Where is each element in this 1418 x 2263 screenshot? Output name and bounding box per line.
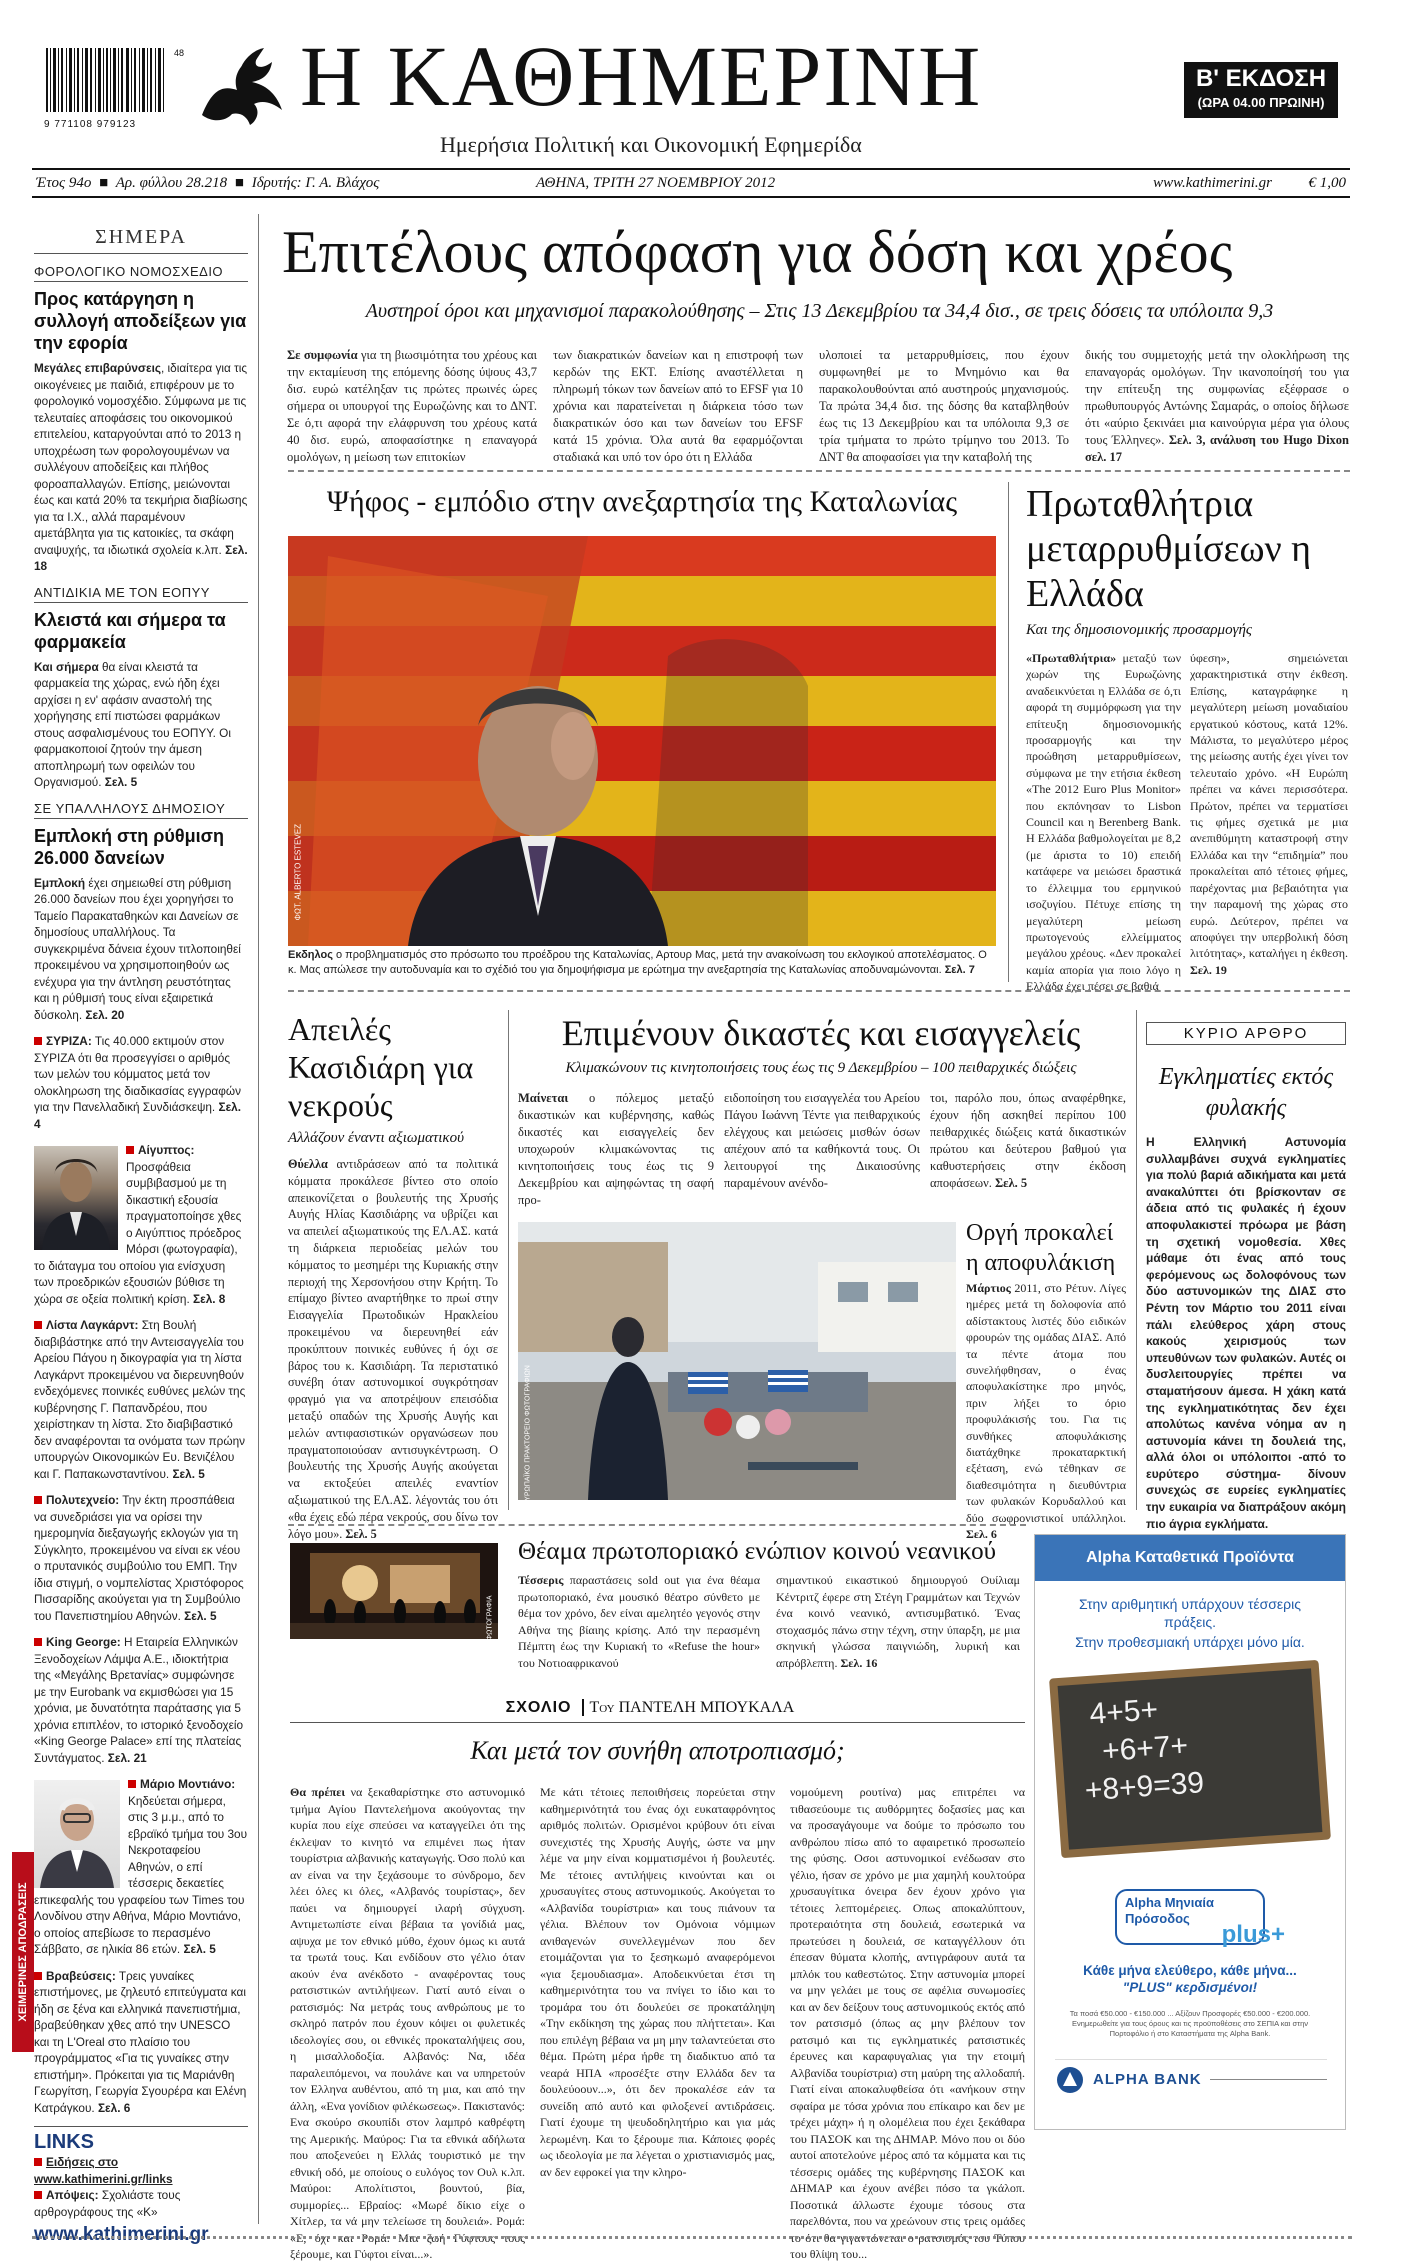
- masthead-rule-bottom: [32, 196, 1350, 198]
- brief-ref: Σελ. 5: [172, 1466, 205, 1481]
- links-opinions-text: Σχολιάστε τους αρθρογράφους της «Κ»: [34, 2188, 181, 2219]
- story-lead: Εμπλοκή: [34, 875, 86, 890]
- alpha-bank-icon: [1055, 2065, 1085, 2095]
- links-box: [34, 2126, 248, 2246]
- commentary-rule: [290, 1722, 1025, 1723]
- masthead-issue: Αρ. φύλλου 28.218: [115, 175, 228, 191]
- caption-text: ο προβληματισμός στο πρόσωπο του προέδρου της Καταλωνίας, Αρτουρ Μας, μετά την ανακοίνωση του εκλογικού αποτελέσματος. Ο κ. Μας απώλεσε την αυτοδυναμία και το σχέδιό του για δημοψήφισμα με ερώτημα την ανεξαρτησία της Καταλωνίας αποδυναμώνονται.: [288, 949, 987, 976]
- judges-subhead: Κλιμακώνουν τις κινητοποιήσεις τους έως τις 9 Δεκεμβρίου – 100 πειθαρχικές διώξεις: [565, 1060, 1077, 1076]
- column-divider: [1136, 1010, 1137, 1510]
- theatre-col-2: [776, 1572, 1020, 1670]
- rethymno-photo-credit: ΕΥΡΩΠΑΪΚΟ ΠΡΑΚΤΟΡΕΙΟ ΦΩΤΟΓΡΑΦΙΩΝ: [524, 1365, 532, 1506]
- brief-ref: Σελ. 5: [183, 1942, 216, 1956]
- story-lead: Μεγάλες επιβαρύνσεις: [34, 361, 161, 375]
- lead-col-text: υλοποιεί τα μεταρρυθμίσεις, που έχουν συμφωνηθεί με το Μνημόνιο και θα παρακολουθούνται από αυστηρούς μηχανισμούς. Τα πρώτα 34,4 δισ. της δόσης θα καταβληθούν έως τις 13 Δεκεμβρίου και τα υπόλοιπα 9,3 σε τρία τμήματα το πρώτο τρίμηνο του 2013. Το ΔΝΤ θα αποφασίσει για την καταβολή της: [819, 348, 1069, 464]
- bullet-icon: [34, 2158, 42, 2166]
- brief-syriza[interactable]: [34, 1033, 248, 1132]
- lead-col-lead: Σε συμφωνία: [287, 348, 358, 362]
- sidebar-divider: [258, 214, 259, 2224]
- brief-ref: Σελ. 4: [34, 1100, 242, 1131]
- ad-tagline: Κάθε μήνα ελεύθερο, κάθε μήνα...: [1083, 1963, 1297, 1978]
- lead-col-2: [553, 347, 803, 464]
- caption-ref: Σελ. 7: [944, 964, 975, 976]
- champion-col-lead: «Πρωταθλήτρια»: [1026, 651, 1117, 665]
- sidebar-today-label: ΣΗΜΕΡΑ: [34, 226, 248, 254]
- editorial-label: ΚΥΡΙΟ ΑΡΘΡΟ: [1146, 1022, 1346, 1045]
- champion-col-2: [1190, 650, 1348, 980]
- chalk-line-2: +6+7+: [1101, 1729, 1190, 1769]
- theatre-col-text: σημαντικού εικαστικού δημιουργού Ουίλιαμ Κέντριτζ έφερε στη Στέγη Γραμμάτων και Τεχνών ένα κοινό νεανικό, αντισυμβατικό. Ένας στοχασμός πάνω στην τέχνη, στην ύπαρξη, με μια σκηνική γλώσσα παιγνιώδη, λυρική και απρόβλεπτη.: [776, 1573, 1020, 1670]
- ad-product-logo: [1115, 1889, 1285, 1948]
- dashed-separator: [288, 990, 1350, 992]
- brief-awards[interactable]: [34, 1968, 248, 2117]
- lead-subhead: Αυστηροί όροι και μηχανισμοί παρακολούθησης – Στις 13 Δεκεμβρίου τα 34,4 δισ., σε τρεις δόσεις τα υπόλοιπα 9,3: [365, 300, 1274, 322]
- sidebar-story-label: ΣΕ ΥΠΑΛΛΗΛΟΥΣ ΔΗΜΟΣΙΟΥ: [34, 801, 248, 819]
- story-text: έχει σημειωθεί στη ρύθμιση 26.000 δανείων που έχει χορηγήσει το Ταμείο Παρακαταθηκών και Δανείων σε δημοσίους υπαλλήλους. Τα συγκεκριμένα δάνεια έχουν τιτλοποιηθεί προκειμένου να χρησιμοποιηθούν ως ενέχυρα για την άντληση ρευστότητας και η ρύθμισή τους είναι εξαιρετικά δύσκολη.: [34, 875, 241, 1022]
- morsi-photo: [34, 1146, 118, 1250]
- ad-bank-logo: [1055, 2059, 1327, 2099]
- barcode-graphic: [44, 48, 172, 112]
- commentary-col-2: [540, 1784, 775, 2224]
- editorial-body: Η Ελληνική Αστυνομία συλλαμβάνει συχνά εγκληματίες για πολύ βαριά αδικήματα και μετά ανακαλύπτει ότι βρίσκονταν σε άδεια από τις φυλακές ή έχουν αποφυλακιστεί πρόωρα με βάση τη σχετική νομοθεσία. Χθες μάθαμε ότι ένας από τους φερόμενους ως δολοφόνους των δύο αστυνομικών της ΔΙΑΣ στο Ρέντη τον Μάρτιο του 2011 είναι πάλι ελεύθερος χάρη στους κακούς χειρισμούς των υπευθύνων των φυλακών. Αυτές οι δυσλειτουργίες πρέπει να σταματήσουν άμεσα. Η χάκη κατά της εγκληματικότητας δεν έχει απολύτως κανένα νόημα αν η αστυνομία κάνει τη δουλειά της, αλλά όλοι οι υπόλοιποι -από το ευρύτερο σύστημα- δίνουν συνεχώς σε ευρείες εγκληματίες την ευκαιρία να διαπράξουν ακόμη πιο άγρια εγκλήματα.: [1146, 1135, 1346, 1531]
- caption-lead: Εκδηλος: [288, 949, 333, 961]
- kasidiaris-subhead: Αλλάζουν έναντι αξιωματικού: [288, 1130, 465, 1146]
- brief-polytechnic[interactable]: [34, 1492, 248, 1624]
- judges-col-ref: Σελ. 5: [995, 1176, 1028, 1190]
- person-silhouette-icon: [34, 1146, 118, 1250]
- ad-tagline-2: "PLUS" κερδισμένοι!: [1122, 1980, 1258, 1995]
- theatre-headline[interactable]: Θέαμα πρωτοποριακό ενώπιον κοινού νεανικού: [518, 1538, 996, 1565]
- judges-col-1: [518, 1090, 714, 1207]
- brief-ref: Σελ. 5: [184, 1608, 217, 1623]
- chalk-line-3: +8+9=39: [1083, 1766, 1206, 1808]
- masthead-dateline: ΑΘΗΝΑ, ΤΡΙΤΗ 27 ΝΟΕΜΒΡΙΟΥ 2012: [536, 175, 776, 191]
- bullet-icon: [34, 1321, 42, 1329]
- links-title: LINKS: [34, 2131, 94, 2153]
- brief-text: Κηδεύεται σήμερα, στις 3 μ.μ., από το εβραϊκό τμήμα του 3ου Νεκροταφείου Αθηνών, ο επί τέσσερις δεκαετίες επικεφαλής του γραφείου των Times του Λονδίνου στην Αθήνα, Μάριο Μοντιάνο, ο οποίος απεβίωσε το περασμένο Σάββατο, σε ηλικία 86 ετών.: [34, 1793, 248, 1956]
- sidebar: [34, 212, 248, 2245]
- bullet-icon: [34, 1037, 42, 1045]
- lead-col-1: [287, 347, 537, 464]
- sidebar-story-label: ΑΝΤΙΔΙΚΙΑ ΜΕ ΤΟΝ ΕΟΠΥΥ: [34, 585, 248, 603]
- brief-text: Στη Βουλή διαβιβάστηκε από την Αντεισαγγελία του Αρείου Πάγου η δικογραφία για τη λίστα Λαγκάρντ προκειμένου να διερευνηθούν ενδεχόμενες ποινικές ευθύνες μελών της κυβέρνησης Γ. Παπανδρέου, που χειρίστηκαν τη λίστα. Στο διαβιβαστικό δεν αναφέρονται τα ονόματα των πρώην υπουργών Οικονομικών Ευ. Βενιζέλου και Γ. Παπακωνσταντίνου.: [34, 1318, 246, 1481]
- masthead-website[interactable]: www.kathimerini.gr: [1153, 175, 1272, 191]
- commentary-col-text: να ξεκαθαρίστηκε στο αστυνομικό τμήμα Αγίου Παντελεήμονα ακούγοντας την κυρία που είχε σπεύσει να καταγγείλει ότι της έκλεψαν το κινητό να επιμένει πως ήταν τουρίστρια αλβανικής καταγωγής. Όσο πολύ και αν είναι να την ξεχάσουμε το σύνδρομο, δεν λέει όλες κι όλες, «Αλβανός τουρίστας», δεν παύει να δημιουργεί ιλαρή σύγχυση. Αντιμετωπίστε είναι βέβαια τα γονίδιά μας, αψυχα με τον εθνικό μύθο, έχουν όμως κι αυτά τα τρωτά τους. Και ενδίδουν στο γέλιο όταν ακούν ένα ανέκδοτο - αναφέροντας τους ρατσιστικών αντιλήψεων. Γιατί αυτό είναι ο ρατσισμός: Να μετράς τους ανθρώπους με το σκληρό πατρόν που έχουν κόψει οι φυλετικές ιδεολογίες σου, οι εθνικές προκαταλήψεις σου, η μισαλλοδοξία. Αλβανός: Να, ιδέα παραλειπόμενοι, να πουλάνε και να υπηρετούν τον Ελληνα αυθέντου, από τη μια, και από την άλλη, «Ενα γονίδιον φιλέκωσεως». Πακιστανός: Ενα σκούρο σκουπίδι στον λαμπρό καθρέφτη της Αμερικής. Μαύρος: Για τα εθνικά αδήλωτα που αποξενεύει η Ελλάς τουριστικό με την εθνική οδό, με οποίους ο ευλόγος τον Ουλ κ.λπ. Μαύροι: Απολίτιστοι, βουντού, βία, συμμορίες... Εβραίος: «Μωρέ δίκιο είχε ο Χίτλερ, τα νά μην τελείωσε τη δουλειά». Ρομά: «Ε, όχι και Ρομά. Μια ζωή Γύφτους τους ξέρουμε, και Γύφτοι είναι...».: [290, 1785, 525, 2261]
- commentary-headline[interactable]: Και μετά τον συνήθη αποτροπιασμό;: [470, 1736, 845, 1765]
- story-ref: Σελ. 20: [85, 1007, 125, 1022]
- brief-lead: Λίστα Λαγκάρντ:: [46, 1318, 139, 1332]
- ad-chalkboard: [1049, 1660, 1331, 1858]
- kasidiaris-ref: Σελ. 5: [345, 1526, 377, 1541]
- commentary-col-lead: Θα πρέπει: [290, 1785, 346, 1799]
- column-divider: [508, 1010, 509, 1510]
- lead-col-3: [819, 347, 1069, 464]
- theatre-photo: [290, 1543, 498, 1639]
- champion-col-1: [1026, 650, 1181, 994]
- commentary-col-1: [290, 1784, 525, 2261]
- masthead-infoline: Έτος 94ο ■ Αρ. φύλλου 28.218 ■ Ιδρυτής: Γ. Α. Βλάχος ΑΘΗΝΑ, ΤΡΙΤΗ 27 ΝΟΕΜΒΡΙΟΥ 2012 www.kathimerini.gr € 1,00: [36, 172, 1346, 194]
- brief-text: Προσφάθεια συμβιβασμού με τη δικαστική εξουσία πραγματοποίησε χθες ο Αιγύπτιος πρόεδρος Μόρσι (φωτογραφία), το διάταγμα του οποίου για ενίσχυση των προεδρικών εξουσιών βύθισε τη χώρα σε οξεία πολιτική κρίση.: [34, 1159, 242, 1306]
- lead-headline[interactable]: Επιτέλους απόφαση για δόση και χρέος: [282, 219, 1233, 285]
- story-text: θα είναι κλειστά τα φαρμακεία της χώρας, ενώ ήδη έχει αρχίσει η εν' αφάσιν αναστολή της χορήγησης επί πιστώσει φαρμάκων στους ασφαλισμένους του ΕΟΠΥΥ. Οι φαρμακοποιοί ζητούν την άμεση αποπληρωμή των οφειλών του Οργανισμού.: [34, 659, 231, 789]
- catalonia-flag-photo-graphic: [288, 536, 996, 946]
- judges-col-text: τοι, παρόλο που, όπως αναφέρθηκε, έχουν ήδη ασκηθεί περίπου 100 πειθαρχικές διώξεις κατά δικαστικών πρώτου και δεύτερου βαθμού για καθυστερήσεις στην έκδοση αποφάσεων.: [930, 1091, 1126, 1190]
- brief-egypt[interactable]: [34, 1142, 248, 1307]
- lead-col-text: των διακρατικών δανείων και η επιστροφή των κερδών της ΕΚΤ. Επίσης αναστέλλεται η πληρωμή τόκων των δανείων από το EFSF για 10 χρόνια και παρατείνεται η διάρκεια τόσο των διακρατικών όσο και των δανείων του EFSF κατά 15 χρόνια. Όλα αυτά θα εφαρμόζονται σταδιακά και υπό τον όρο ότι η Ελλάδα: [553, 348, 803, 464]
- kasidiaris-text: αντιδράσεων από τα πολιτικά κόμματα προκάλεσε βίντεο στο οποίο απεικονίζεται ο βουλευτής της Χρυσής Αυγής Ηλίας Κασιδιάρης να υβρίζει και να απειλεί αξιωματικούς της ΕΛ.ΑΣ. κατά τη διάρκεια περιοδείας μελών του κόμματος το μεσημέρι της Κυριακής στην περιοχή της Χερσονήσου στην Κρήτη. Το επίμαχο βίντεο αναρτήθηκε το πρωί στην Εισαγγελία Πρωτοδικών Ηρακλείου προκειμένου να διερευνηθεί εάν προκύπτουν ποινικές ευθύνες ή όχι σε βάρος του κ. Κασιδιάρη. Τα περιστατικό συνέβη όταν αστυνομικοί συγκρότησαν φραγμό για να αποτρέψουν επεισόδια μεταξύ οπαδών της Χρυσής Αυγής και μελών αντιφασιστικών οργανώσεων που πραγματοποιούσαν αντισυγκέντρωση. Ο βουλευτής της Χρυσής Αυγής ακούγεται να εκτοξεύει απειλές εναντίον αξιωματικού της ΕΛ.ΑΣ. λέγοντάς του ότι «θα έχεις εδώ πέρα νεκρούς, σου δίνω τον λόγο μου».: [288, 1157, 498, 1541]
- champion-subhead: Και της δημοσιονομικής προσαρμογής: [1026, 622, 1253, 638]
- memorial-photo-graphic: [518, 1222, 956, 1500]
- rethymno-photo: [518, 1222, 956, 1506]
- ad-bank-name: ALPHA BANK: [1093, 2071, 1202, 2088]
- champion-headline[interactable]: Πρωταθλήτρια μεταρρυθμίσεων η Ελλάδα: [1026, 483, 1312, 615]
- ad-product-plus: plus+: [1221, 1921, 1285, 1948]
- masthead-year: Έτος 94ο: [36, 175, 92, 191]
- barcode-issue: 48: [173, 48, 184, 58]
- ad-product-name-1: Alpha Μηνιαία: [1125, 1895, 1214, 1910]
- lead-col-4: [1085, 347, 1349, 464]
- edition-main: Β' ΕΚΔΟΣΗ: [1195, 65, 1327, 92]
- ad-header: Alpha Καταθετικά Προϊόντα: [1035, 1535, 1345, 1581]
- sidebar-story-headline: Προς κατάργηση η συλλογή αποδείξεων για την εφορία: [34, 289, 247, 353]
- sidebar-story-tax[interactable]: [34, 264, 248, 575]
- masthead-rule-top: [32, 168, 1350, 170]
- bottom-dotted-rule: [32, 2236, 1352, 2239]
- theatre-photo-credit: ΦΩΤΟΓΡΑΦΙΑ: [486, 1595, 494, 1641]
- brief-lead: ΣΥΡΙΖΑ:: [46, 1034, 92, 1048]
- catalonia-caption: [288, 948, 996, 978]
- judges-headline[interactable]: Επιμένουν δικαστές και εισαγγελείς: [561, 1013, 1081, 1053]
- judges-col-3: [930, 1090, 1126, 1190]
- masthead-title: Η ΚΑΘΗΜΕΡΙΝΗ: [300, 28, 983, 124]
- sidebar-story-label: ΦΟΡΟΛΟΓΙΚΟ ΝΟΜΟΣΧΕΔΙΟ: [34, 264, 248, 282]
- story-ref: Σελ. 5: [104, 775, 138, 789]
- links-news[interactable]: [34, 2154, 248, 2187]
- theatre-col-ref: Σελ. 16: [840, 1655, 878, 1670]
- brief-lead: Βραβεύσεις:: [46, 1968, 116, 1983]
- lead-col-text: για τη βιωσιμότητα του χρέους και την εκταμίευση της επόμενης δόσης ύψους 43,7 δισ. ευρώ κατέληξαν τις πρώτες πρωινές ώρες σήμερα οι υπουργοί της Ευρωζώνης και το ΔΝΤ. Σε ό,τι αφορά την ελάφρυνση του χρέους κατά 40 δισ. ευρώ, αποφασίστηκε η επαναγορά ομολόγων, η μείωση των επιτοκίων: [287, 348, 537, 464]
- theatre-col-1: [518, 1572, 760, 1670]
- brief-text: Τις 40.000 εκτιμούν στον ΣΥΡΙΖΑ ότι θα προσεγγίσει ο αριθμός των μελών του κόμματος μετά τον ολοκληρωση της διαδικασίας εγγραφών για την Πανελλαδική Συνδιάσκεψη.: [34, 1034, 241, 1114]
- commentary-label-text: ΣΧΟΛΙΟ: [505, 1699, 572, 1716]
- judges-col-text: ειδοποίηση του εισαγγελέα του Αρείου Πάγου Ιωάννη Τέντε για πειθαρχικούς ελέγχους και μειώσεις μισθών όσων απέχουν από τα καθήκοντά τους. Οι λειτουργοί της Δικαιοσύνης παραμένουν ανένδο-: [724, 1091, 920, 1190]
- side-tab-label: ΧΕΙΜΕΡΙΝΕΣ ΑΠΟΔΡΑΣΕΙΣ: [17, 1882, 29, 2022]
- sidebar-story-headline: Κλειστά και σήμερα τα φαρμακεία: [34, 609, 226, 652]
- catalonia-photo-credit: ΦΩΤ. ALBERTO ESTEVEZ: [293, 823, 303, 921]
- brief-text: Η Εταιρεία Ελληνικών Ξενοδοχείων Λάμψα Α.Ε., ιδιοκτήτρια της «Μεγάλης Βρετανίας» συμφώνησε με την Eurobank να εκμισθώσει για 15 χρόνια, με δυνατότητα παράτασης για 5 χρόνια επιπλέον, το ιστορικό ξενοδοχείο «King George Palace» επί της πλατείας Συντάγματος.: [34, 1635, 244, 1765]
- brief-lead: King George:: [46, 1635, 121, 1649]
- brief-modiano[interactable]: [34, 1776, 248, 1958]
- catalonia-headline[interactable]: Ψήφος - εμπόδιο στην ανεξαρτησία της Καταλωνίας: [326, 485, 958, 518]
- rethymno-body: [966, 1280, 1126, 1542]
- brief-ref: Σελ. 21: [107, 1750, 147, 1765]
- brief-ref: Σελ. 8: [193, 1291, 226, 1306]
- edition-sub: (ΩΡΑ 04.00 ΠΡΩΙΝΗ): [1197, 95, 1325, 110]
- lead-col-ref: Σελ. 3, ανάλυση του Hugo Dixon σελ. 17: [1085, 433, 1349, 464]
- griffin-logo: [192, 40, 292, 130]
- kasidiaris-body: [288, 1156, 498, 1541]
- rethymno-text: 2011, στο Ρέτυν. Λίγες ημέρες μετά τη δολοφονία από αδίστακτους λιστές δύο ειδικών φρουρών της ομάδας ΔΙΑΣ. Από τα πέντε άτομα που συνελήφθησαν, ο ένας αποφυλακίστηκε προ μηνός, πριν λήξει το όριο προφυλάκισής του. Για τις συνθήκες αποφυλάκισης διατάχθηκε προκαταρκτική εξέταση, ενώ τέθηκαν σε διαθεσιμότητα η διευθύντρια των φυλακών Κορυδαλλού και δύο σωφρονιστικοί υπάλληλοι.: [966, 1281, 1126, 1525]
- judges-col-2: [724, 1090, 920, 1190]
- chalk-line-1: 4+5+: [1088, 1693, 1160, 1731]
- brief-lead: Μάριο Μοντιάνο:: [140, 1777, 236, 1791]
- champion-col-text: μεταξύ των χωρών της Ευρωζώνης αναδεικνύεται η Ελλάδα σε ό,τι αφορά τη συμμόρφωση για την επίτευξη δημοσιονομικής προσαρμογής και την προώθηση μεταρρυθμίσεων, σύμφωνα με την ετήσια έκθεση «The 2012 Euro Plus Monitor» που εκπόνησαν το Lisbon Council και η Berenberg Bank. Η Ελλάδα βαθμολογείται με 8,2 (με άριστα το 10) επειδή κατάφερε να μειώσει δραστικά το έλλειμμα του ερμηνικού ισοζυγίου. Πέτυχε επίσης τη μεγαλύτερη μείωση πρωτογενούς ελλείμματος μεγάλου χρέους. «Δεν προκαλεί καμία απορία για ποιο λόγο η Ελλάδα έχει πέσει σε βαθιά: [1026, 651, 1181, 994]
- modiano-photo: [34, 1780, 120, 1888]
- champion-col-ref: Σελ. 19: [1190, 962, 1227, 977]
- commentary-col-text: Με κάτι τέτοιες πεποιθήσεις πορεύεται στην καθημερινότητά του ένας όχι ευκαταφρόνητος αριθμός πολιτών. Ορισμένοι κρύβουν ότι είναι συνεχιστές της Χρυσής Αυγής, ώστε να μην λέμε να μην είναι κομματισμένοι ή βουλευτές. Με τέτοιες αντιλήψεις κινούνται και οι χρυσαυγίτες στους αστυνομικούς. Ακούγεται το «Αλβανίδα τουρίστρια» και τους πιάνουν τα γέλια. Βλέπουν τον Ομόνοια νόμιμων ανιθαγενών συνελλεγμένων που δεν ετοιμάζονται για το ξεσηκωμό αναφερόμενοι «για ξεμουδιασμα». Αποδεικνύεται έτσι τη καθημερινότητα του να πνίγει το ίδιο και το τρομάρα του ότι δουλεύει σε προκατάληψη «Την εκδίκηση της χώρας που πλήττεται». Και που επιλέγη βέβαια να μη μην ταλαντεύεται στο θέμα. Πρώτη μέρα ήρθε τη διαδικτυο από τα νεαρά ΗΠΑ «προσέξτε στην Ελλάδα δεν τα δουλεύοουν...», ότι δεν προκαλέσε εάν τα συνείδη από αυτό και φιλοξενεί αντιδράσεις. Γιατί έχουμε τη ψευδοδηλητήριο και για μάς λερωμένη. Και το ξέρουμε πια. Κάποιες φορές ως ιδεολογία με πα λέγεται ο χριστιανισμός μας, αν δεν εφροκεί για την κληρο-: [540, 1785, 775, 2179]
- brief-ref: Σελ. 6: [97, 2100, 131, 2115]
- champion-col-text: ύφεση», σημειώνεται χαρακτηριστικά στην έκθεση. Επίσης, καταγράφηκε η μεγαλύτερη μείωση μοναδιαίου εργατικού κόστους, κατά 12%. Μάλιστα, το μεγαλύτερο μέρος της μείωσης αυτής έχει γίνει τον τελευταίο χρόνο. «Η Ευρώπη πρέπει να κάνει περισσότερα. Πρώτον, πρέπει να τερματίσει τις φήμες σχετικά με μια ανεπιθύμητη καταστροφή στην Ελλάδα και την “επιδημία” που προκαλείται από τέτοιες φήμες, παρέχοντας μια βεβαιότητα για την παραμονή της χώρας στο ευρώ. Δεύτερον, πρέπει να αποφύγει την υπερβολική δόση λιτότητας», καταλήγει η έκθεση.: [1190, 651, 1348, 961]
- barcode-number: 9 771108 979123: [44, 119, 137, 130]
- masthead-founder: Ιδρυτής: Γ. Α. Βλάχος: [251, 175, 380, 191]
- brief-lead: Πολυτεχνείο:: [46, 1493, 120, 1507]
- links-site[interactable]: www.kathimerini.gr: [34, 2224, 209, 2245]
- commentary-col-3: [790, 1784, 1025, 2261]
- editorial-headline[interactable]: Εγκληματίες εκτός φυλακής: [1158, 1064, 1334, 1121]
- sidebar-story-loans[interactable]: [34, 801, 248, 1024]
- rethymno-lead: Μάρτιος: [966, 1281, 1011, 1295]
- edition-badge: [1184, 62, 1338, 118]
- rethymno-headline[interactable]: Οργή προκαλεί η αποφυλάκιση: [966, 1220, 1116, 1276]
- bullet-icon: [34, 1638, 42, 1646]
- rethymno-ref: Σελ. 6: [966, 1527, 997, 1542]
- bullet-icon: [34, 2191, 42, 2199]
- commentary-author: Του ΠΑΝΤΕΛΗ ΜΠΟΥΚΑΛΑ: [589, 1699, 795, 1716]
- story-ref: Σελ. 18: [34, 542, 248, 573]
- brief-text: Τρεις γυναίκες επιστήμονες, με ζηλευτό επιτεύγματα και ήδη σε ξένα και ελληνικά πανεπιστήμια, βραβεύθηκαν χθες από την UNESCO και τη L'Oreal στο πλαίσιο του προγράμματος «Για τις γυναίκες στην επιστήμη». Πρόκειται για τις Μαριάνθη Γεωργίτση, Γεωργία Σγουρέρα και Ελένη Κατράγκου.: [34, 1968, 247, 2115]
- story-text: , ιδιαίτερα για τις οικογένειες με παιδιά, επιφέρουν με το φορολογικό νομοσχέδιο. Σύμφωνα με τις τελευταίες αποφάσεις του οικονομικού επιτελείου, καταργούνται από το 2013 η υποχρέωση των φορολογουμένων να συλλέγουν αποδείξεις και πλήθος φοροαπαλλαγών. Επίσης, μειώνονται έως και κατά 20% τα τεκμήρια διαβίωσης για τα Ι.Χ., αλλά παραμένουν αμετάβλητα για τις κατοικίες, τα σκάφη αναψυχής, τα ιδιωτικά σχολεία κ.λπ.: [34, 361, 248, 557]
- sidebar-story-headline: Εμπλοκή στη ρύθμιση 26.000 δανείων: [34, 825, 224, 868]
- bullet-icon: [34, 1496, 42, 1504]
- ad-fine-print: Τα ποσά €50.000 - €150.000 ... Αξίζουν Προσφορές €50.000 - €200.000. Ενημερωθείτε για τους όρους και τις προϋποθέσεις στο ΣΕΠΙΑ και στην Πορτοφόλιο ή στο Καταστήματα της Alpha Bank.: [1069, 2009, 1311, 2038]
- dashed-separator: [288, 470, 1350, 472]
- story-lead: Και σήμερα: [34, 659, 99, 674]
- lead-col-text: δικής του συμμετοχής μετά την ολοκλήρωση της επαναγοράς ομολόγων. Την ικανοποίησή του για την επίτευξη της συμφωνίας εξέφρασε ο πρωθυπουργός Αντώνης Σαμαράς, ο οποίος δήλωσε ότι «αύριο ξεκινάει μια καινούργια μέρα για όλους τους Έλληνες».: [1085, 348, 1349, 447]
- theatre-col-text: παραστάσεις sold out για ένα θέαμα πρωτοποριακό, ένα μουσικό θέατρο σύνθετο με θέμα τον χρόνο, δεν είναι αμελητέο γεγονός στην Αθήνα της βίαιης κρίσης. Από την περασμένη Πέμπτη έως την Κυριακή το «Refuse the hour» του Νοτιοαφρικανού: [518, 1573, 760, 1670]
- kasidiaris-headline[interactable]: Απειλές Κασιδιάρη για νεκρούς: [288, 1011, 474, 1123]
- column-divider: [1008, 482, 1009, 982]
- links-opinions[interactable]: [34, 2187, 248, 2220]
- sidebar-story-pharmacies[interactable]: [34, 585, 248, 791]
- catalonia-photo: [288, 536, 996, 946]
- ad-line-2: Στην προθεσμιακή υπάρχει μόνο μία.: [1075, 1634, 1305, 1650]
- theatre-col-lead: Τέσσερις: [518, 1573, 564, 1587]
- bullet-icon: [126, 1146, 134, 1154]
- commentary-col-text: νομούμενη ρουτίνα) μας επιτρέπει να τιθασεύουμε τις αυθόρμητες δοξασίες μας και να προσαγάγουμε να δούμε το πρόσωπο του ανθρώπου πίσω από το αφαιρετικό προσωπείο της φύσης. Οσοι αστυνομικοί ενέδωσαν στο γέλιο, ήσαν σε χρόνο με μια χαμηλή κουλτούρα χρυσαυγίτικα όνειρα δεν έχουν χρόνο για τέτοιες λεπτομέρειες. Οπως αποκαλύπτουν, προτεραιότητα στη δουλειά, εσωτερικά να πρωτεύσει η δουλειά, σε καταγγέλλουν ότι έπεσαν θύματα κλοπής, αντιγράφουν αυτά τα μπλόκ του καθεστώτος. Στην αστυνομία μπορεί να μην γελάει με τους σε αφέλια συνωμοσίες και αν δεν δείξουν τους αστυνομικούς εκτός από τον ρατσισμό (όπως ας μην βλέπουν τον ρατσιμό και τις εγκληματικές ρατσιστικές έρευνες και καραφυγαλιας για την ετοιμή Αλβανίδα τουρίστρια) στη μαύρη της αλλοδαπή. Γιατί είναι αποκαλυφθείσα ότι «ανήκουν στην σφαίρα με τόσα χρόνια που επίκαιρο και δεν με τρέχει μάχη» ή η ολομέλεια που έχει ξεκάθαρα του ΠΑΣΟΚ και της ΔΗΜΑΡ. Μόνο που οι δύο αυτοί αποτελούνε μέρος από τα κόμματα και τις τέσσερις ομάδες της κυβέρνησης ΠΑΣΟΚ και ΔΗΜΑΡ και έχουν ανέβει πόσο τα γκάλοπ. Ποσοτικά άλλωστε έχουμε τόσους στα παρελθόντα, που να χρεώνουν στις τρεις ομάδες το ότι θα γιγαντώνεται ο ρατσισμός του Τύπου του θλίψη του...: [790, 1785, 1025, 2261]
- judges-col-text: ο πόλεμος μεταξύ δικαστικών και κυβέρνησης, καθώς δικαστές και εισαγγελείς δεν υποχωρούν κλιμακώνοντας τις κινητοποιήσεις τους έως τις 9 Δεκεμβρίου και αψηφώντας τη σαφή προ-: [518, 1091, 714, 1207]
- commentary-label: [440, 1698, 860, 1718]
- kasidiaris-lead: Θύελλα: [288, 1157, 328, 1171]
- brief-text: Την έκτη προσπάθεια να συνεδριάσει για να ορίσει την ημερομηνία διεξαγωγής εκλογών για τη Σύγκλητο, προκειμένου να είναι εκ νέου ο πρυτανικός συμβούλιο του ΕΜΠ. Την ίδια στιγμή, ο νομπελίστας Χριστόφορος Πισσαρίδης ακούγεται για τη Συμβούλιο του Πανεπιστημίου Αθηνών.: [34, 1493, 244, 1623]
- judges-col-lead: Μαίνεται: [518, 1091, 569, 1105]
- bullet-icon: [128, 1780, 136, 1788]
- links-news-text: Ειδήσεις στο www.kathimerini.gr/links: [34, 2155, 173, 2186]
- side-tab[interactable]: [12, 1852, 34, 2052]
- masthead-subtitle: Ημερήσια Πολιτική και Οικονομική Εφημερίδα: [440, 132, 862, 157]
- brief-lead: Αίγυπτος:: [138, 1143, 195, 1157]
- masthead-price: € 1,00: [1308, 175, 1346, 191]
- barcode: [44, 48, 184, 130]
- bullet-icon: [34, 1972, 42, 1980]
- links-opinions-lead: Απόψεις:: [46, 2188, 99, 2202]
- alpha-bank-ad[interactable]: [1034, 1534, 1346, 2130]
- brief-king-george[interactable]: [34, 1634, 248, 1766]
- ad-line-1: Στην αριθμητική υπάρχουν τέσσερις πράξεις.: [1079, 1596, 1301, 1630]
- dashed-separator: [288, 1524, 1026, 1526]
- ad-product-name-2: Πρόσοδος: [1125, 1911, 1190, 1926]
- brief-lagarde[interactable]: [34, 1317, 248, 1482]
- stage-photo-graphic: [290, 1543, 498, 1639]
- person-silhouette-icon: [34, 1780, 120, 1888]
